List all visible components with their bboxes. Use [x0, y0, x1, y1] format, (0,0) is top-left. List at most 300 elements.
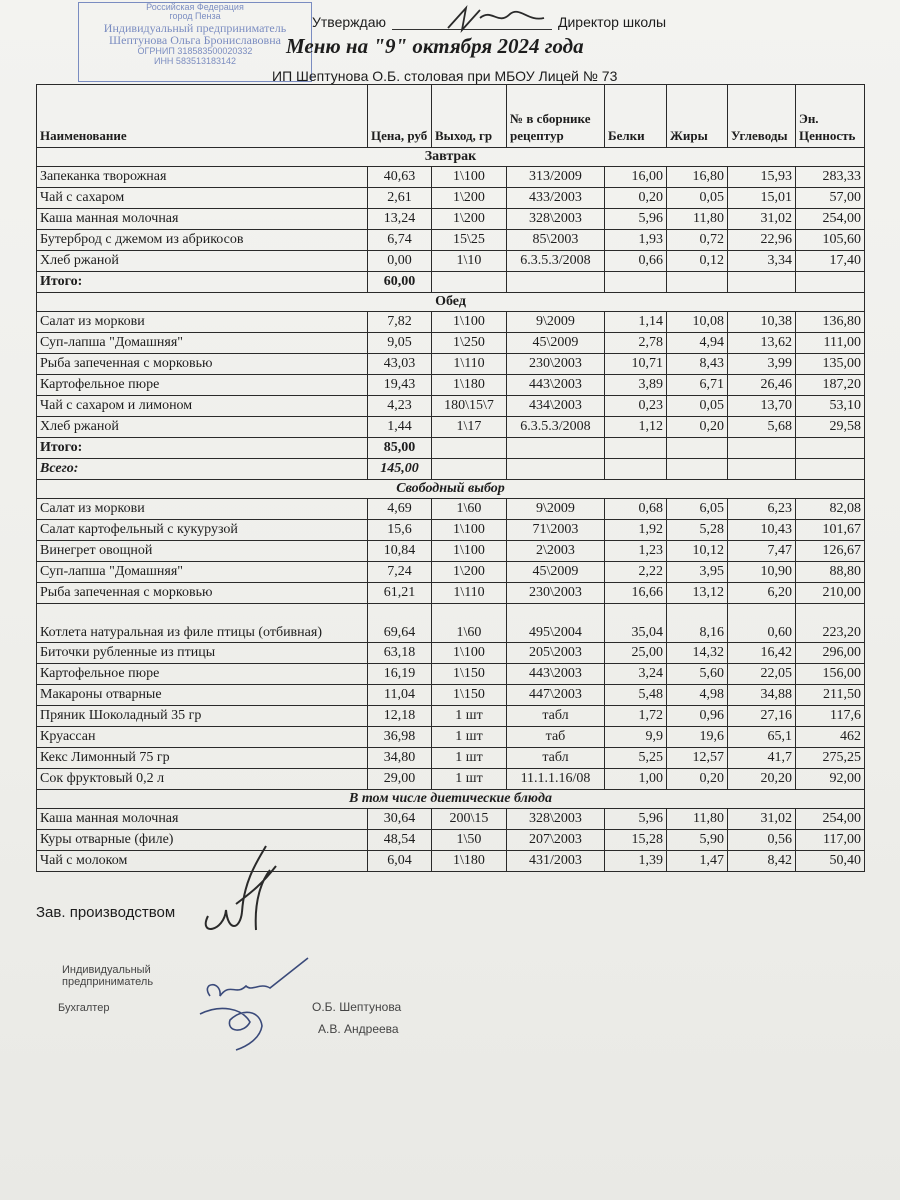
value-cell: 12,57	[667, 748, 728, 769]
value-cell: 71\2003	[507, 520, 605, 541]
value-cell: 34,88	[728, 685, 796, 706]
table-row	[37, 541, 865, 562]
dish-name-cell: Суп-лапша "Домашняя"	[37, 562, 368, 583]
value-cell: 5,48	[605, 685, 667, 706]
value-cell: табл	[507, 748, 605, 769]
production-signature-icon	[196, 840, 286, 940]
value-cell: 0,68	[605, 499, 667, 520]
value-cell: 296,00	[796, 643, 865, 664]
stamp-country: Российская Федерация	[146, 2, 244, 12]
value-cell: 1,47	[667, 851, 728, 872]
value-cell: 5,60	[667, 664, 728, 685]
value-cell: 313/2009	[507, 167, 605, 188]
value-cell: 11,80	[667, 809, 728, 830]
total-row	[37, 438, 865, 459]
empty-cell	[507, 459, 605, 480]
value-cell: 9,05	[368, 333, 432, 354]
table-row	[37, 396, 865, 417]
value-cell: 7,82	[368, 312, 432, 333]
value-cell: 9,9	[605, 727, 667, 748]
value-cell: 92,00	[796, 769, 865, 790]
section-header-row	[37, 790, 865, 809]
dish-name-cell: Пряник Шоколадный 35 гр	[37, 706, 368, 727]
production-manager-label: Зав. производством	[36, 904, 176, 921]
dish-name-cell: Макароны отварные	[37, 685, 368, 706]
empty-cell	[605, 438, 667, 459]
empty-cell	[432, 438, 507, 459]
value-cell: 136,80	[796, 312, 865, 333]
value-cell: 2\2003	[507, 541, 605, 562]
value-cell: табл	[507, 706, 605, 727]
value-cell: 1,92	[605, 520, 667, 541]
dish-name-cell: Каша манная молочная	[37, 809, 368, 830]
value-cell: 0,66	[605, 251, 667, 272]
value-cell: 6.3.5.3/2008	[507, 417, 605, 438]
value-cell: 2,61	[368, 188, 432, 209]
value-cell: 0,20	[667, 417, 728, 438]
dish-name-cell: Чай с сахаром и лимоном	[37, 396, 368, 417]
value-cell: 275,25	[796, 748, 865, 769]
column-header: Эн. Ценность	[796, 85, 865, 148]
value-cell: 10,38	[728, 312, 796, 333]
dish-name-cell: Рыба запеченная с морковью	[37, 354, 368, 375]
dish-name-cell: Салат картофельный с кукурузой	[37, 520, 368, 541]
value-cell: 43,03	[368, 354, 432, 375]
value-cell: 48,54	[368, 830, 432, 851]
table-row	[37, 706, 865, 727]
value-cell: 6,74	[368, 230, 432, 251]
value-cell: 462	[796, 727, 865, 748]
value-cell: 1\110	[432, 583, 507, 604]
value-cell: 431/2003	[507, 851, 605, 872]
value-cell: 0,56	[728, 830, 796, 851]
empty-cell	[796, 459, 865, 480]
column-header: Наименование	[37, 85, 368, 148]
value-cell: 15,93	[728, 167, 796, 188]
value-cell: 8,43	[667, 354, 728, 375]
value-cell: 111,00	[796, 333, 865, 354]
value-cell: 1\150	[432, 685, 507, 706]
empty-cell	[507, 272, 605, 293]
value-cell: 5,28	[667, 520, 728, 541]
total-value: 85,00	[368, 438, 432, 459]
value-cell: 45\2009	[507, 562, 605, 583]
value-cell: 5,25	[605, 748, 667, 769]
value-cell: 19,6	[667, 727, 728, 748]
value-cell: 10,43	[728, 520, 796, 541]
value-cell: 101,67	[796, 520, 865, 541]
value-cell: 1 шт	[432, 727, 507, 748]
empty-cell	[432, 459, 507, 480]
value-cell: 495\2004	[507, 604, 605, 643]
section-header-row	[37, 480, 865, 499]
dish-name-cell: Круассан	[37, 727, 368, 748]
dish-name-cell: Котлета натуральная из филе птицы (отбивная)	[37, 604, 368, 643]
value-cell: 16,80	[667, 167, 728, 188]
value-cell: 53,10	[796, 396, 865, 417]
dish-name-cell: Куры отварные (филе)	[37, 830, 368, 851]
value-cell: 205\2003	[507, 643, 605, 664]
value-cell: 283,33	[796, 167, 865, 188]
value-cell: 11,80	[667, 209, 728, 230]
table-row	[37, 851, 865, 872]
value-cell: 1\200	[432, 209, 507, 230]
value-cell: 3,99	[728, 354, 796, 375]
total-value: 60,00	[368, 272, 432, 293]
table-row	[37, 209, 865, 230]
value-cell: 443\2003	[507, 375, 605, 396]
value-cell: 1,12	[605, 417, 667, 438]
dish-name-cell: Картофельное пюре	[37, 375, 368, 396]
value-cell: 22,96	[728, 230, 796, 251]
value-cell: 3,95	[667, 562, 728, 583]
value-cell: 6,05	[667, 499, 728, 520]
value-cell: 117,00	[796, 830, 865, 851]
value-cell: 3,24	[605, 664, 667, 685]
director-signature-icon	[440, 4, 550, 34]
section-header-row	[37, 148, 865, 167]
value-cell: 1\10	[432, 251, 507, 272]
value-cell: 1\50	[432, 830, 507, 851]
value-cell: 3,34	[728, 251, 796, 272]
value-cell: 6,23	[728, 499, 796, 520]
value-cell: 63,18	[368, 643, 432, 664]
table-row	[37, 685, 865, 706]
value-cell: 25,00	[605, 643, 667, 664]
value-cell: 15,28	[605, 830, 667, 851]
dish-name-cell: Бутерброд с джемом из абрикосов	[37, 230, 368, 251]
value-cell: 15,6	[368, 520, 432, 541]
value-cell: 447\2003	[507, 685, 605, 706]
value-cell: 211,50	[796, 685, 865, 706]
value-cell: 7,47	[728, 541, 796, 562]
value-cell: 13,62	[728, 333, 796, 354]
value-cell: 30,64	[368, 809, 432, 830]
page-title: Меню на "9" октября 2024 года	[286, 34, 584, 58]
value-cell: 65,1	[728, 727, 796, 748]
table-row	[37, 562, 865, 583]
value-cell: 61,21	[368, 583, 432, 604]
value-cell: 5,68	[728, 417, 796, 438]
value-cell: 6,20	[728, 583, 796, 604]
value-cell: 1\60	[432, 604, 507, 643]
empty-cell	[605, 459, 667, 480]
table-row	[37, 520, 865, 541]
table-row	[37, 604, 865, 643]
value-cell: 105,60	[796, 230, 865, 251]
value-cell: 1\200	[432, 188, 507, 209]
value-cell: 45\2009	[507, 333, 605, 354]
table-row	[37, 167, 865, 188]
total-label: Итого:	[37, 272, 368, 293]
value-cell: 117,6	[796, 706, 865, 727]
value-cell: 82,08	[796, 499, 865, 520]
value-cell: 1\100	[432, 167, 507, 188]
dish-name-cell: Рыба запеченная с морковью	[37, 583, 368, 604]
value-cell: 16,66	[605, 583, 667, 604]
value-cell: 6,04	[368, 851, 432, 872]
value-cell: 135,00	[796, 354, 865, 375]
stamp-type: Индивидуальный предприниматель	[103, 20, 287, 35]
table-row	[37, 643, 865, 664]
value-cell: 3,89	[605, 375, 667, 396]
total-row	[37, 272, 865, 293]
menu-table-body	[37, 148, 865, 872]
table-row	[37, 417, 865, 438]
table-row	[37, 354, 865, 375]
table-row	[37, 312, 865, 333]
section-title: Свободный выбор	[37, 480, 865, 499]
value-cell: 4,98	[667, 685, 728, 706]
empty-cell	[432, 272, 507, 293]
empty-cell	[507, 438, 605, 459]
approve-label: Утверждаю	[312, 14, 386, 30]
table-row	[37, 188, 865, 209]
value-cell: 69,64	[368, 604, 432, 643]
value-cell: 223,20	[796, 604, 865, 643]
value-cell: 1,44	[368, 417, 432, 438]
total-row	[37, 459, 865, 480]
value-cell: 4,23	[368, 396, 432, 417]
value-cell: 0,96	[667, 706, 728, 727]
value-cell: 10,08	[667, 312, 728, 333]
value-cell: 57,00	[796, 188, 865, 209]
value-cell: 15,01	[728, 188, 796, 209]
empty-cell	[728, 459, 796, 480]
value-cell: 10,12	[667, 541, 728, 562]
dish-name-cell: Запеканка творожная	[37, 167, 368, 188]
section-title: Завтрак	[37, 148, 865, 167]
value-cell: 29,00	[368, 769, 432, 790]
stamp-city: город Пенза	[169, 11, 221, 22]
value-cell: 0,20	[667, 769, 728, 790]
dish-name-cell: Салат из моркови	[37, 312, 368, 333]
table-row	[37, 583, 865, 604]
value-cell: 230\2003	[507, 583, 605, 604]
value-cell: 156,00	[796, 664, 865, 685]
value-cell: 180\15\7	[432, 396, 507, 417]
value-cell: 13,24	[368, 209, 432, 230]
table-row	[37, 769, 865, 790]
value-cell: 16,00	[605, 167, 667, 188]
value-cell: 0,20	[605, 188, 667, 209]
value-cell: 9\2009	[507, 312, 605, 333]
table-row	[37, 230, 865, 251]
column-header: Цена, руб	[368, 85, 432, 148]
value-cell: 1,39	[605, 851, 667, 872]
value-cell: 15\25	[432, 230, 507, 251]
value-cell: 0,23	[605, 396, 667, 417]
value-cell: 1,14	[605, 312, 667, 333]
column-header: № в сборнике рецептур	[507, 85, 605, 148]
empty-cell	[667, 272, 728, 293]
accountant-name: А.В. Андреева	[318, 1022, 399, 1036]
dish-name-cell: Биточки рубленные из птицы	[37, 643, 368, 664]
ip-label-line1: Индивидуальный	[62, 964, 151, 976]
value-cell: 31,02	[728, 209, 796, 230]
value-cell: 210,00	[796, 583, 865, 604]
section-header-row	[37, 293, 865, 312]
value-cell: 0,60	[728, 604, 796, 643]
table-row	[37, 499, 865, 520]
value-cell: 1\100	[432, 541, 507, 562]
value-cell: 14,32	[667, 643, 728, 664]
value-cell: 4,94	[667, 333, 728, 354]
dish-name-cell: Кекс Лимонный 75 гр	[37, 748, 368, 769]
value-cell: 5,96	[605, 209, 667, 230]
value-cell: 254,00	[796, 209, 865, 230]
value-cell: 88,80	[796, 562, 865, 583]
value-cell: 5,90	[667, 830, 728, 851]
accountant-signature-icon	[190, 952, 310, 1052]
dish-name-cell: Картофельное пюре	[37, 664, 368, 685]
value-cell: 1,00	[605, 769, 667, 790]
value-cell: 10,71	[605, 354, 667, 375]
value-cell: 0,05	[667, 396, 728, 417]
table-row	[37, 748, 865, 769]
empty-cell	[796, 438, 865, 459]
value-cell: 254,00	[796, 809, 865, 830]
dish-name-cell: Суп-лапша "Домашняя"	[37, 333, 368, 354]
table-row	[37, 830, 865, 851]
value-cell: 17,40	[796, 251, 865, 272]
section-title: В том числе диетические блюда	[37, 790, 865, 809]
value-cell: 1,23	[605, 541, 667, 562]
value-cell: 1,93	[605, 230, 667, 251]
menu-table	[36, 84, 865, 872]
value-cell: 187,20	[796, 375, 865, 396]
value-cell: 0,12	[667, 251, 728, 272]
value-cell: 85\2003	[507, 230, 605, 251]
value-cell: 1\60	[432, 499, 507, 520]
total-value: 145,00	[368, 459, 432, 480]
table-row	[37, 727, 865, 748]
value-cell: 9\2009	[507, 499, 605, 520]
value-cell: 12,18	[368, 706, 432, 727]
value-cell: 0,05	[667, 188, 728, 209]
value-cell: 433/2003	[507, 188, 605, 209]
value-cell: 2,78	[605, 333, 667, 354]
value-cell: 328\2003	[507, 809, 605, 830]
director-label: Директор школы	[557, 14, 667, 30]
value-cell: 200\15	[432, 809, 507, 830]
value-cell: 1\110	[432, 354, 507, 375]
value-cell: 1\180	[432, 375, 507, 396]
stamp-owner: Шептунова Ольга Брониславовна	[109, 33, 281, 48]
value-cell: 1\100	[432, 643, 507, 664]
table-header-row	[37, 85, 865, 148]
empty-cell	[605, 272, 667, 293]
section-title: Обед	[37, 293, 865, 312]
ip-label-line2: предприниматель	[62, 976, 154, 989]
value-cell: 1 шт	[432, 706, 507, 727]
value-cell: 4,69	[368, 499, 432, 520]
value-cell: 1\100	[432, 520, 507, 541]
value-cell: 26,46	[728, 375, 796, 396]
column-header: Выход, гр	[432, 85, 507, 148]
dish-name-cell: Каша манная молочная	[37, 209, 368, 230]
value-cell: 1 шт	[432, 748, 507, 769]
dish-name-cell: Хлеб ржаной	[37, 251, 368, 272]
value-cell: 35,04	[605, 604, 667, 643]
table-row	[37, 251, 865, 272]
table-row	[37, 809, 865, 830]
value-cell: 6.3.5.3/2008	[507, 251, 605, 272]
value-cell: 1\180	[432, 851, 507, 872]
column-header: Жиры	[667, 85, 728, 148]
value-cell: 13,70	[728, 396, 796, 417]
empty-cell	[728, 438, 796, 459]
value-cell: 443\2003	[507, 664, 605, 685]
value-cell: 41,7	[728, 748, 796, 769]
value-cell: 2,22	[605, 562, 667, 583]
value-cell: 11,04	[368, 685, 432, 706]
ip-label	[62, 964, 153, 988]
table-row	[37, 333, 865, 354]
empty-cell	[728, 272, 796, 293]
value-cell: 19,43	[368, 375, 432, 396]
value-cell: 0,72	[667, 230, 728, 251]
value-cell: 126,67	[796, 541, 865, 562]
value-cell: 40,63	[368, 167, 432, 188]
empty-cell	[667, 438, 728, 459]
value-cell: 29,58	[796, 417, 865, 438]
dish-name-cell: Салат из моркови	[37, 499, 368, 520]
value-cell: 16,42	[728, 643, 796, 664]
dish-name-cell: Винегрет овощной	[37, 541, 368, 562]
value-cell: 36,98	[368, 727, 432, 748]
value-cell: 1 шт	[432, 769, 507, 790]
column-header: Углеводы	[728, 85, 796, 148]
stamp-inn: ИНН 583513183142	[153, 55, 237, 66]
value-cell: 7,24	[368, 562, 432, 583]
entrepreneur-name: О.Б. Шептунова	[312, 1000, 402, 1014]
page-subtitle: ИП Шептунова О.Б. столовая при МБОУ Лицей № 73	[272, 68, 618, 84]
value-cell: 20,20	[728, 769, 796, 790]
value-cell: 13,12	[667, 583, 728, 604]
value-cell: 6,71	[667, 375, 728, 396]
value-cell: 50,40	[796, 851, 865, 872]
value-cell: 10,84	[368, 541, 432, 562]
value-cell: 1,72	[605, 706, 667, 727]
empty-cell	[667, 459, 728, 480]
value-cell: 31,02	[728, 809, 796, 830]
value-cell: 1\150	[432, 664, 507, 685]
value-cell: 8,42	[728, 851, 796, 872]
value-cell: 1\200	[432, 562, 507, 583]
stamp-ogrnip: ОГРНИП 318583500020332	[137, 46, 253, 57]
empty-cell	[796, 272, 865, 293]
table-row	[37, 664, 865, 685]
accountant-label: Бухгалтер	[58, 1002, 110, 1014]
value-cell: 230\2003	[507, 354, 605, 375]
table-row	[37, 375, 865, 396]
value-cell: таб	[507, 727, 605, 748]
value-cell: 328\2003	[507, 209, 605, 230]
value-cell: 1\17	[432, 417, 507, 438]
dish-name-cell: Сок фруктовый 0,2 л	[37, 769, 368, 790]
dish-name-cell: Чай с сахаром	[37, 188, 368, 209]
value-cell: 5,96	[605, 809, 667, 830]
dish-name-cell: Хлеб ржаной	[37, 417, 368, 438]
column-header: Белки	[605, 85, 667, 148]
value-cell: 10,90	[728, 562, 796, 583]
value-cell: 8,16	[667, 604, 728, 643]
dish-name-cell: Чай с молоком	[37, 851, 368, 872]
value-cell: 27,16	[728, 706, 796, 727]
value-cell: 22,05	[728, 664, 796, 685]
total-label: Итого:	[37, 438, 368, 459]
